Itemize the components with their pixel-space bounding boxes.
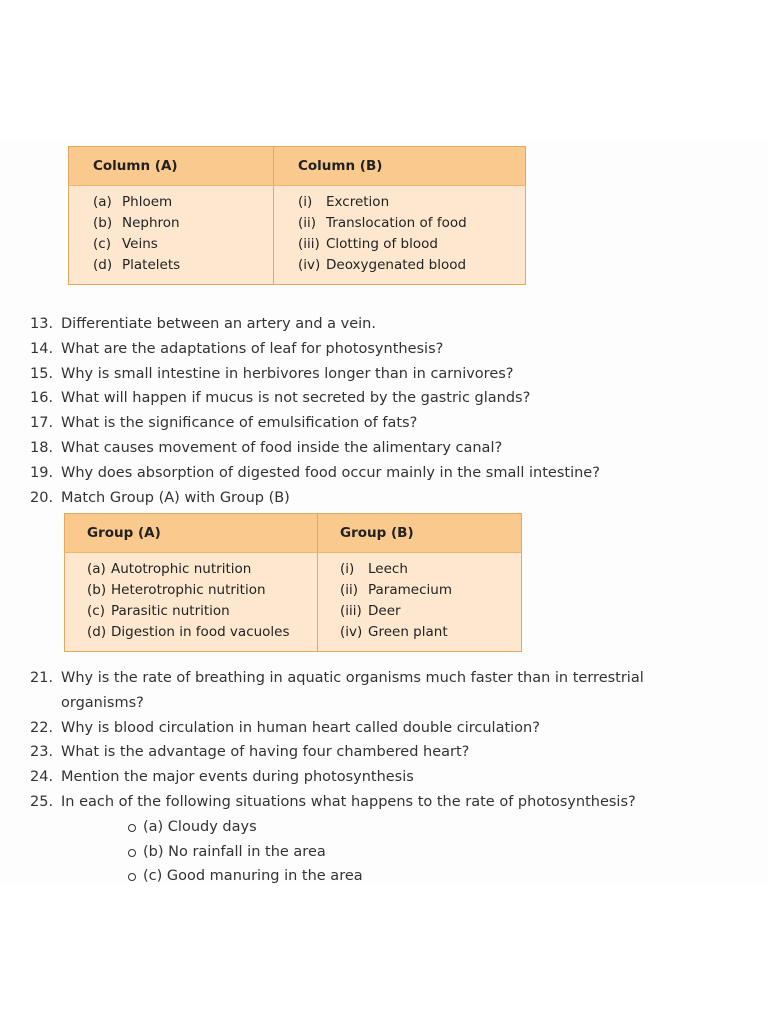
- group-a-cell: [65, 553, 318, 652]
- sub-question-item: (c) Good manuring in the area: [61, 864, 700, 889]
- column-b-item: [298, 213, 525, 234]
- item-text: Autotrophic nutrition: [111, 561, 252, 577]
- item-text: Parasitic nutrition: [111, 603, 230, 619]
- sub-question-item: (a) Cloudy days: [61, 815, 700, 840]
- item-text: Paramecium: [368, 582, 452, 598]
- item-text: Digestion in food vacuoles: [111, 624, 290, 640]
- item-tag: (ii): [298, 215, 317, 231]
- item-text: Heterotrophic nutrition: [111, 582, 266, 598]
- question-item: [0, 461, 700, 486]
- column-b-item: [298, 192, 525, 213]
- sub-question-item: (b) No rainfall in the area: [61, 840, 700, 865]
- question-text: In each of the following situations what happens to the rate of photosynthesis?: [61, 793, 636, 810]
- item-text: Platelets: [122, 257, 181, 273]
- question-text: Why does absorption of digested food occur mainly in the small intestine?: [61, 464, 600, 481]
- question-number: 13.: [30, 316, 54, 332]
- question-text: What is the significance of emulsification of fats?: [61, 415, 418, 432]
- item-text: Deoxygenated blood: [326, 257, 467, 273]
- question-text: What causes movement of food inside the alimentary canal?: [61, 439, 503, 456]
- question-item: [0, 486, 700, 511]
- item-text: Leech: [368, 561, 408, 577]
- item-text: Phloem: [122, 194, 173, 210]
- item-tag: (iii): [298, 236, 320, 252]
- group-b-item: [340, 559, 521, 580]
- question-item: [0, 790, 700, 889]
- question-number: 16.: [30, 390, 54, 407]
- question-number: 20.: [30, 489, 54, 506]
- item-text: Translocation of food: [326, 215, 467, 231]
- group-a-item: [87, 622, 317, 643]
- question-number: 17.: [30, 415, 54, 432]
- item-text: Veins: [122, 236, 158, 252]
- question-number: 24.: [30, 769, 54, 786]
- question-text: What are the adaptations of leaf for photosynthesis?: [61, 340, 444, 357]
- column-a-item: [93, 192, 273, 213]
- item-tag: (b): [93, 215, 113, 231]
- question-number: 19.: [30, 464, 54, 481]
- item-tag: (iv): [298, 257, 321, 273]
- item-text: Nephron: [122, 215, 180, 231]
- column-b-item: [298, 255, 525, 276]
- item-tag: (a): [93, 194, 112, 210]
- item-tag: (i): [340, 561, 355, 577]
- item-tag: (a): [87, 561, 106, 577]
- item-tag: (c): [87, 603, 105, 619]
- question-text: Why is small intestine in herbivores longer than in carnivores?: [61, 365, 514, 382]
- group-b-header: Group (B): [318, 514, 522, 553]
- sub-question-list: [61, 815, 700, 889]
- group-b-cell: [318, 553, 522, 652]
- group-a-item: [87, 601, 317, 622]
- item-text: Clotting of blood: [326, 236, 438, 252]
- match-table-columns: [68, 146, 526, 285]
- group-b-item: [340, 601, 521, 622]
- column-a-header: Column (A): [69, 147, 274, 186]
- column-a-item: [93, 213, 273, 234]
- item-tag: (i): [298, 194, 313, 210]
- question-number: 18.: [30, 439, 54, 456]
- item-text: Green plant: [368, 624, 448, 640]
- question-text: Differentiate between an artery and a vein.: [61, 316, 376, 332]
- question-text: What is the advantage of having four chambered heart?: [61, 744, 470, 761]
- question-item: [0, 740, 700, 765]
- item-tag: (d): [93, 257, 113, 273]
- question-number: 25.: [30, 793, 54, 810]
- question-number: 21.: [30, 670, 54, 686]
- question-number: 23.: [30, 744, 54, 761]
- item-text: Deer: [368, 603, 401, 619]
- item-tag: (iv): [340, 624, 363, 640]
- column-a-cell: [69, 186, 274, 285]
- question-item: [0, 436, 700, 461]
- question-item: [0, 362, 700, 387]
- group-a-item: [87, 580, 317, 601]
- question-text: Mention the major events during photosynthesis: [61, 769, 414, 786]
- question-list: [0, 312, 700, 510]
- question-text: Why is the rate of breathing in aquatic organisms much faster than in terrestrial organisms?: [61, 670, 644, 711]
- question-number: 15.: [30, 365, 54, 382]
- question-number: 22.: [30, 719, 54, 736]
- question-item: [0, 765, 700, 790]
- item-tag: (c): [93, 236, 111, 252]
- match-table-groups: [64, 513, 522, 652]
- question-item: [0, 666, 700, 716]
- column-a-item: [93, 234, 273, 255]
- group-a-header: Group (A): [65, 514, 318, 553]
- group-b-item: [340, 622, 521, 643]
- question-text: Match Group (A) with Group (B): [61, 489, 290, 506]
- item-tag: (b): [87, 582, 107, 598]
- group-b-item: [340, 580, 521, 601]
- question-list: [0, 666, 700, 889]
- item-tag: (d): [87, 624, 107, 640]
- question-item: [0, 312, 700, 337]
- question-item: [0, 337, 700, 362]
- item-text: Excretion: [326, 194, 390, 210]
- item-tag: (ii): [340, 582, 359, 598]
- column-a-item: [93, 255, 273, 276]
- question-item: [0, 716, 700, 741]
- question-item: [0, 411, 700, 436]
- column-b-item: [298, 234, 525, 255]
- column-b-header: Column (B): [274, 147, 526, 186]
- question-number: 14.: [30, 340, 54, 357]
- question-text: What will happen if mucus is not secreted by the gastric glands?: [61, 390, 531, 407]
- group-a-item: [87, 559, 317, 580]
- question-text: Why is blood circulation in human heart called double circulation?: [61, 719, 540, 736]
- column-b-cell: [274, 186, 526, 285]
- question-item: [0, 386, 700, 411]
- item-tag: (iii): [340, 603, 362, 619]
